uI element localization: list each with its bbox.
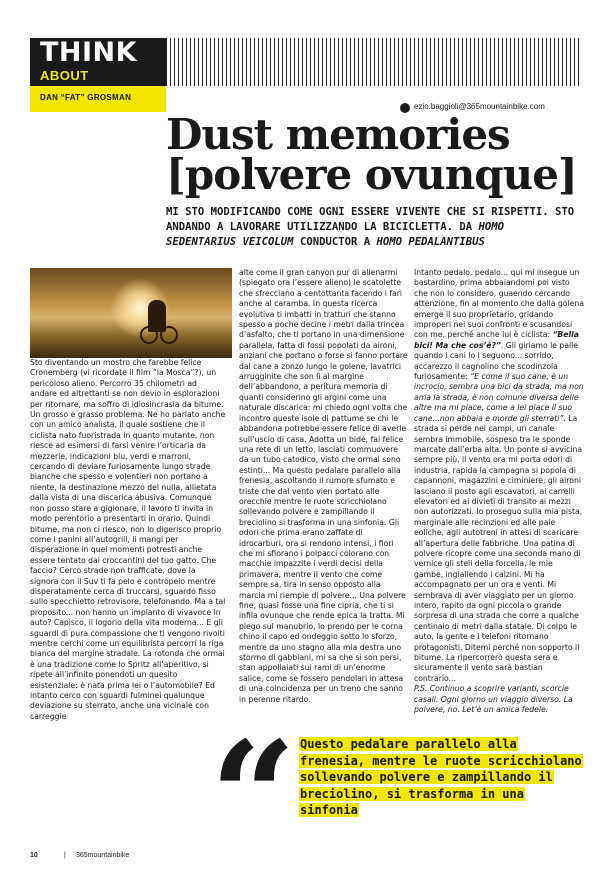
standfirst-text-2: CONDUCTOR A	[293, 236, 377, 248]
footer-site-name: 365mountainbike	[76, 852, 130, 859]
standfirst-italic-2: HOMO PEDALANTIBUS	[376, 236, 485, 248]
col3-quote-2: “E come il suo cane, è un incrocio, sembra una bici da strada, ma non ama la strada, è non comune diversa delle altre ma mi piace, come a lei piace il suo cane...non abbaia e morde gli sterrati”	[414, 372, 584, 423]
section-label-think: THINK	[40, 37, 138, 68]
col3-text-a: Intanto pedalo, pedalo... qui mi insegue un bastardino, prima abbaiandomi poi visto che non lo considero, guaendo cercando attenzione, fin al momento che dalla golena emerge il suo proprietario, gridando improperi nei suoi confronti e scusandosi con me, perché anche lui è ciclista:	[414, 268, 584, 340]
page-number: 10	[30, 852, 38, 859]
photo-wheel-rear	[160, 326, 178, 344]
photo-wheel-front	[140, 326, 158, 344]
author-email[interactable]: ezio.baggioli@365mountainbike.com	[414, 102, 545, 111]
pull-quote-text: Questo pedalare parallelo alla frenesia, mentre le ruote scricchiolano sollevando polvere e zampillando il breciolino, si trasforma in una sinfonia	[300, 737, 582, 817]
standfirst-italic-1: HOMO SEDENTARIUS VEICOLUM	[166, 221, 505, 248]
standfirst-text-1: MI STO MODIFICANDO COME OGNI ESSERE VIVENTE CHE SI RISPETTI. STO ANDANDO A LAVORARE UTILIZZANDO LA BICICLETTA. DA	[166, 206, 575, 233]
author-name: DAN “FAT” GROSMAN	[40, 93, 132, 102]
body-column-2: alte come il gran canyon pur di alienarmi (spiegato ora l’essere alieno) le scatolette che sfrecciano a centottanta facendo i fari anche al caramba. In questa ricerca evolutiva ti imbatti in tratturi che stanno spesso a poche decine i metri dalla trincea d’asfalto, che ti portano in una dimensione parallela, fatta di fossi popolati da aironi, anziani che portano o forse si fanno portare dal cane a zonzo lungo le golene, lavatrici arrugginite che son lì al margine dell’abbandono, a peritura memoria di quanti considerino gli argini come una naturale discarica: mi chiedo ogni volta che incontro queste isole di pattume se chi le abbandona potrebbe essere felice di averle sull’uscio di casa. Adotta un bidè, fai felice una rete di un letto, lasciati commuovere da un tubo catodico, visto che ormai sono estinti... Ma questo pedalare parallelo alla frenesia, ascoltando il rumore sfumato e triste che dal vento vien portato alle orecchie mentre le ruote scricchiolano sollevando polvere e zampillando il breciolino si trasforma in una sinfonia. Gli odori che prima erano zaffate di idrocarburi, ora si rendono intensi, i fiori che mi sfiorano i polpacci colorano con macchie impazzite i verdi decisi della primavera, mentre il vento che come sempre sa, tira in senso opposto alla marcia mi riempie di polvere... Una polvere fine, quasi fosse una fine cipria, che ti si infila ovunque che rende epica la tratta. Mi piego sul manubrio, lo prendo per le corna chino il capo ed ondeggio sotto lo sforzo, mentre da uno stagno alla mia destra uno stormo di gabbiani, mi sa che si son persi, stan appollaiati sui rami di un’enorme salice, come se fossero pendolari in attesa di una coincidenza per un treno che sanno in perenne ritardo.	[239, 268, 408, 704]
pull-quote	[299, 736, 584, 819]
col3-text-c: . La strada si perde nei campi, un canale sembra immobile, sospeso tra le sponde marcate dall’erba alta. Un ponte si avvicina sempre più, il vento ora mi porta odori di industria, rapida la campagna si popola di capannoni, magazzini e ciminiere, gli aironi lasciano il posto agli escavatori, ai carrelli elevatori ed ai divieti di transito ai mezzi non autorizzati. Io proseguo sulla mia pista, marginale alle recinzioni ed alle pale eoliche, agli autotreni in attesi di scaricare all’apertura delle fabbriche. Una patina di polvere ricopre come una seconda mano di vernice gli steli della forcella, le mie gambe, ingiallendo i calzini. Mi ha accompagnato per un ora e venti. Mi sembrava di aver viaggiato per un giorno intero, rapito da ogni piccola o grande sorpresa di una strada che corre a qualche centinaio di metri dalla statale. Di colpo le auto, la gente e i telefoni ritornano protagonisti. Ditemi perché non sopporto il bitume. La ripercorrerò questa sera e sicuramente il vento sarà bastian contrario...	[414, 413, 583, 683]
body-column-3	[414, 268, 584, 715]
headline-line-2: [polvere ovunque]	[166, 150, 577, 199]
col3-text-b: . Gli giriamo le palle quando i cani lo i seguono... sorrido, accarezzo il cagnolino che scodinzola furiosamente:	[414, 340, 579, 382]
col3-postscript: P.S. Continuo a scoprire varianti, scorcie casali. Ogni giorno un viaggio diverso. La polvere, no. Let’è un amica fedele.	[414, 684, 573, 715]
body-column-1: Sto diventando un mostro che farebbe felice Cronemberg (vi ricordate il film “la Mosca”?), un pericoloso alieno. Percorro 35 chilometri ad andare ed altrettanti se non devio in esplorazioni per ritornare, ma soffro di idiosincrasia da bitume. Un grosso e grasso problema. Ne ho parlato anche con un amico analista, il quale sostiene che il ciclista nato fuoristrada in quanto mutante, non riesce ad esimersi di farsi venire l’orticaria da mezzerie, indicazioni blu, verdi e marroni, cercando di deviare furiosamente lungo strade bianche che spesso e volentieri non portano a niente, la destinazione mezzo del nulla, allietata dalla vista di una discarica abusiva. Comunque non posso stare a gigionare, il lavoro ti invita in modo perentorio a presentarti in orario. Quindi bitume, ma non ci riesco, non lo digerisco proprio come i panini all’autogrill, li mangi per disperazione in quei momenti potresti anche essere tentato dai croccantini del tuo gatto. Che faccio? Cerco strade non trafficate, dove la signora con il Suv ti fa pelo e contropelo mentre disperatamente cerca di truccarsi, sguardo fisso sullo specchietto retrovisore, telefonando. Ma a tal proposito... non hanno un impianto di vivavoce in auto? Capisco, il logorio della vita moderna... E gli sguardi di pura compassione che ti vengono rivolti mentre cerchi come un equilibrista percorri la riga bianca del margine stradale. La rotonda che ormai è una tradizione come lo Spritz all’aperitivo, si ripete all’infinito ponendoti un quesito esistenziale: è nata prima lei o l’automobile? Ed intanto cerco con sguardi fulminei qualunque deviazione su sterrato, anche una vicinale con carreggie	[30, 358, 226, 721]
header-hatch-rule	[166, 38, 581, 86]
section-label-about: ABOUT	[40, 68, 89, 83]
standfirst	[166, 205, 576, 250]
footer-separator: |	[64, 852, 66, 859]
headline-line-1: Dust memories	[166, 110, 510, 159]
col3-quote-1: “Bella bici! Ma che cos’è?”	[414, 330, 579, 350]
quote-mark-icon: “	[210, 709, 297, 885]
